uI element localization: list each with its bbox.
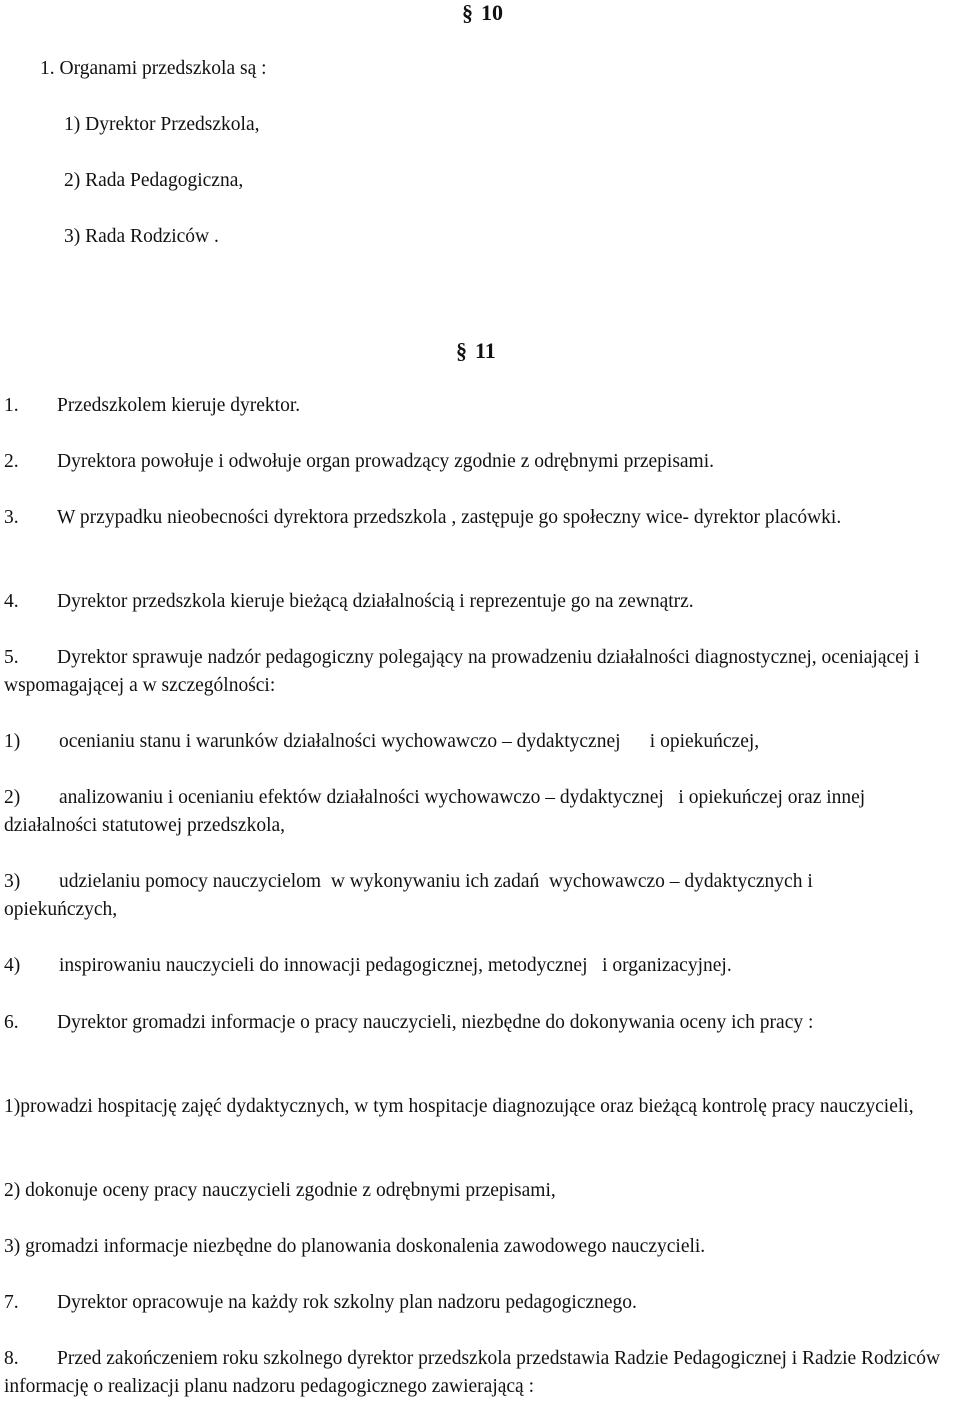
paragraph-11-4: 4. Dyrektor przedszkola kieruje bieżącą działalnością i reprezentuje go na zewnątrz. [4, 591, 694, 612]
section-sign: § [456, 338, 467, 363]
list-item: 3) gromadzi informacje niezbędne do planowania doskonalenia zawodowego nauczycieli. [4, 1236, 706, 1257]
section-number: 11 [475, 338, 496, 363]
list-item: 1) ocenianiu stanu i warunków działalności wychowawczo – dydaktycznej i opiekuńczej, [4, 731, 760, 752]
list-item: 2) analizowaniu i ocenianiu efektów działalności wychowawczo – dydaktycznej i opiekuńczej oraz innej działalności statutowej przedszkola, [4, 787, 871, 836]
section-heading-11 [456, 337, 496, 365]
paragraph-10-1: 1. Organami przedszkola są : [40, 58, 267, 79]
list-item: 1)prowadzi hospitację zajęć dydaktycznych, w tym hospitacje diagnozujące oraz bieżącą kontrolę pracy nauczycieli, [4, 1096, 914, 1117]
list-item: 3) udzielaniu pomocy nauczycielom w wykonywaniu ich zadań wychowawczo – dydaktycznych i opiekuńczych, [4, 871, 818, 920]
paragraph-11-7: 7. Dyrektor opracowuje na każdy rok szkolny plan nadzoru pedagogicznego. [4, 1292, 637, 1313]
list-item: 4) inspirowaniu nauczycieli do innowacji pedagogicznej, metodycznej i organizacyjnej. [4, 955, 732, 976]
list-item: 2) Rada Pedagogiczna, [64, 170, 244, 191]
section-heading-10 [462, 0, 503, 27]
paragraph-11-3: 3. W przypadku nieobecności dyrektora przedszkola , zastępuje go społeczny wice- dyrektor placówki. [4, 507, 842, 528]
section-sign: § [462, 0, 473, 25]
list-item: 2) dokonuje oceny pracy nauczycieli zgodnie z odrębnymi przepisami, [4, 1180, 556, 1201]
paragraph-11-2: 2. Dyrektora powołuje i odwołuje organ prowadzący zgodnie z odrębnymi przepisami. [4, 451, 715, 472]
list-item: 1) Dyrektor Przedszkola, [64, 114, 260, 135]
paragraph-11-5: 5. Dyrektor sprawuje nadzór pedagogiczny polegający na prowadzeniu działalności diagnostycznej, oceniającej i wspomagającej a w szczególności: [4, 647, 920, 696]
paragraph-11-6: 6. Dyrektor gromadzi informacje o pracy nauczycieli, niezbędne do dokonywania oceny ich pracy : [4, 1012, 814, 1033]
paragraph-11-8: 8. Przed zakończeniem roku szkolnego dyrektor przedszkola przedstawia Radzie Pedagogicznej i Radzie Rodziców informację o realizacji planu nadzoru pedagogicznego zawierającą : [4, 1348, 941, 1397]
list-item: 3) Rada Rodziców . [64, 226, 219, 247]
section-number: 10 [481, 0, 503, 25]
paragraph-11-1: 1. Przedszkolem kieruje dyrektor. [4, 395, 301, 416]
